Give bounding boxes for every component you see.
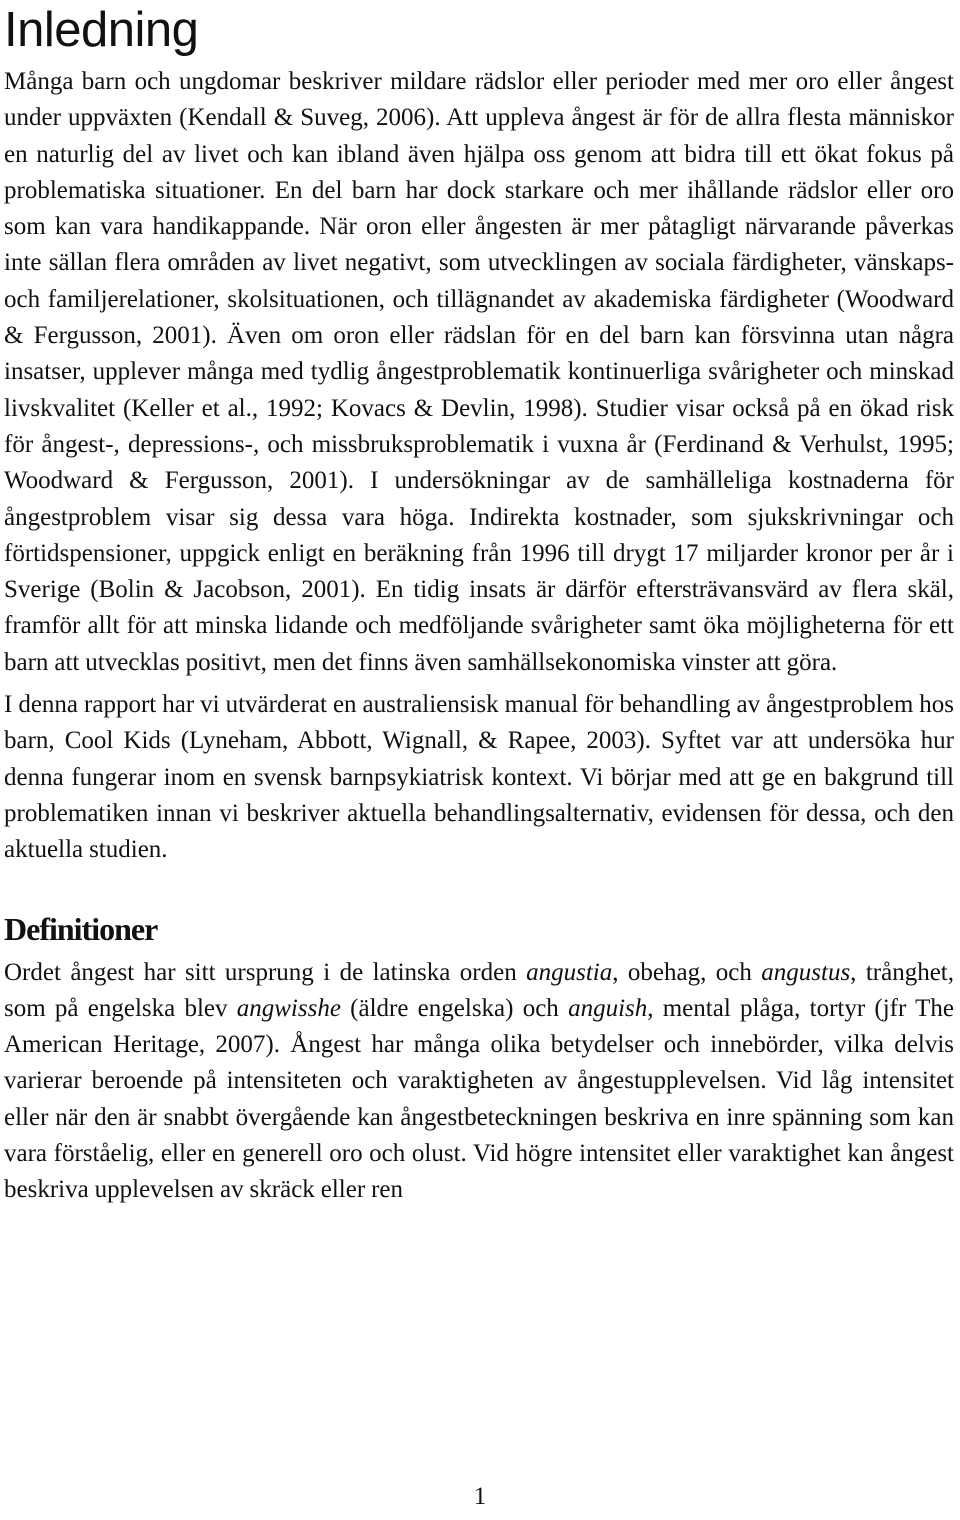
definitions-text-5: , mental plåga, tortyr (jfr The American Heritage, 2007). Ångest har många olika betydelser och innebörder, vilka delvis varierar beroende på intensiteten och varaktigheten av ångestupplevelsen. Vid låg intensitet eller när den är snabbt övergående kan ångestbeteckningen beskriva en inre spänning som kan vara förståelig, eller en generell oro och olust. Vid högre intensitet eller varaktighet kan ångest beskriva upplevelsen av skräck eller ren [4, 994, 954, 1204]
document-page [4, 0, 954, 1209]
definitions-text-4: (äldre engelska) och [340, 994, 569, 1022]
section-heading: Definitioner [4, 910, 158, 947]
definitions-text-2: , obehag, och [612, 958, 762, 986]
english-term-anguish: anguish [568, 994, 648, 1022]
latin-term-angustus: angustus [761, 958, 851, 986]
definitions-paragraph [4, 955, 954, 1209]
page-heading: Inledning [4, 3, 199, 57]
page-number: 1 [473, 1483, 487, 1510]
aim-paragraph: I denna rapport har vi utvärderat en australiensisk manual för behandling av ångestproblem hos barn, Cool Kids (Lyneham, Abbott, Wignall, & Rapee, 2003). Syftet var att undersöka hur denna fungerar inom en svensk barnpsykiatrisk kontext. Vi börjar med att ge en bakgrund till problematiken innan vi beskriver aktuella behandlingsalternativ, evidensen för dessa, och den aktuella studien. [4, 691, 954, 864]
old-english-term-angwisshe: angwisshe [236, 994, 341, 1022]
latin-term-angustia: angustia [526, 958, 613, 986]
intro-paragraph: Många barn och ungdomar beskriver mildare rädslor eller perioder med mer oro eller ångest under uppväxten (Kendall & Suveg, 2006). Att uppleva ångest är för de allra flesta människor en naturlig del av livet och kan ibland även hjälpa oss genom att bidra till ett ökat fokus på problematiska situationer. En del barn har dock starkare och mer ihållande rädslor eller oro som kan vara handikappande. När oron eller ångesten är mer påtagligt närvarande påverkas inte sällan flera områden av livet negativt, som utvecklingen av sociala färdigheter, vänskaps- och familjerelationer, skolsituationen, och tillägnandet av akademiska färdigheter (Woodward & Fergusson, 2001). Även om oron eller rädslan för en del barn kan försvinna utan några insatser, upplever många med tydlig ångestproblematik kontinuerliga svårigheter och minskad livskvalitet (Keller et al., 1992; Kovacs & Devlin, 1998). Studier visar också på en ökad risk för ångest-, depressions-, och missbruksproblematik i vuxna år (Ferdinand & Verhulst, 1995; Woodward & Fergusson, 2001). I undersökningar av de samhälleliga kostnaderna för ångestproblem visar sig dessa vara höga. Indirekta kostnader, som sjukskrivningar och förtidspensioner, uppgick enligt en beräkning från 1996 till drygt 17 miljarder kronor per år i Sverige (Bolin & Jacobson, 2001). En tidig insats är därför eftersträvansvärd av flera skäl, framför allt för att minska lidande och medföljande svårigheter samt öka möjligheterna för ett barn att utvecklas positivt, men det finns även samhällsekonomiska vinster att göra. [4, 68, 954, 676]
definitions-text-3: , trånghet, som på engelska blev [4, 958, 954, 1022]
definitions-text-1: Ordet ångest har sitt ursprung i de latinska orden [4, 958, 527, 986]
